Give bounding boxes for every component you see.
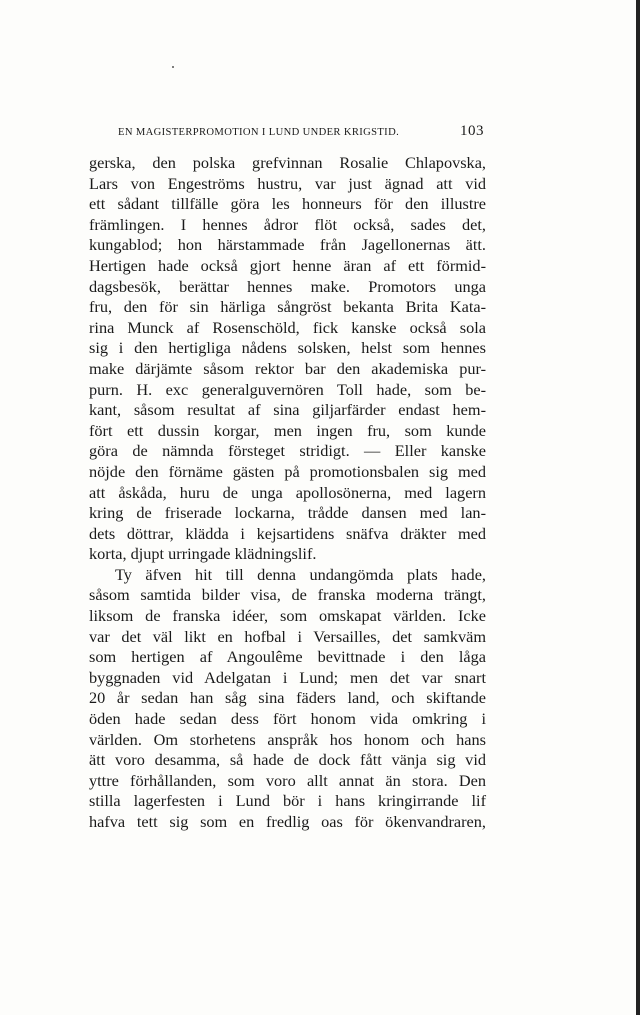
text-line: Hertigen hade också gjort henne äran af ett förmid- (89, 255, 486, 275)
page-header (118, 125, 484, 145)
text-line: nöjde den förnäme gästen på promotionsbalen sig med (89, 461, 486, 481)
text-line: dets döttrar, klädda i kejsartidens snäfva dräkter med (89, 523, 486, 543)
text-line: såsom samtida bilder visa, de franska moderna trängt, (89, 585, 486, 605)
page-number: 103 (460, 123, 484, 139)
text-line: korta, djupt urringade klädningslif. (89, 544, 317, 564)
text-line: att åskåda, huru de unga apollosönerna, med lagern (89, 482, 486, 502)
text-line: make därjämte såsom rektor bar den akademiska pur- (89, 358, 486, 378)
text-line: kring de friserade lockarna, trådde dansen med lan- (89, 503, 486, 523)
text-line: världen. Om storhetens anspråk hos honom och hans (89, 729, 486, 749)
text-line: kant, såsom resultat af sina giljarfärder endast hem- (89, 400, 486, 420)
page-edge-shadow (636, 0, 640, 1015)
text-line: öden hade sedan dess fört honom vida omkring i (89, 709, 486, 729)
text-line: ett sådant tillfälle göra les honneurs för den illustre (89, 194, 486, 214)
text-line: liksom de franska idéer, som omskapat världen. Icke (89, 606, 486, 626)
text-line: rina Munck af Rosenschöld, fick kanske också sola (89, 317, 486, 337)
body-text (89, 153, 486, 833)
ink-speck (172, 66, 174, 68)
text-line: byggnaden vid Adelgatan i Lund; men det var snart (89, 667, 486, 687)
text-line: dagsbesök, berättar hennes make. Promotors unga (89, 276, 486, 296)
text-line: som hertigen af Angoulême bevittnade i den låga (89, 647, 486, 667)
text-line: stilla lagerfesten i Lund bör i hans kringirrande lif (89, 791, 486, 811)
running-head: EN MAGISTERPROMOTION I LUND UNDER KRIGSTID. (118, 127, 400, 138)
text-line: Ty äfven hit till denna undangömda plats hade, (115, 564, 486, 584)
text-line: 20 år sedan han såg sina fäders land, och skiftande (89, 688, 486, 708)
text-line: sig i den hertigliga nådens solsken, helst som hennes (89, 338, 486, 358)
text-line: purn. H. exc generalguvernören Toll hade, som be- (89, 379, 486, 399)
text-line: främlingen. I hennes ådror flöt också, sades det, (89, 214, 486, 234)
text-line: hafva tett sig som en fredlig oas för ökenvandraren, (89, 812, 486, 831)
text-line: fru, den för sin härliga sångröst bekanta Brita Kata- (89, 297, 486, 317)
text-line: fört ett dussin korgar, men ingen fru, som kunde (89, 420, 486, 440)
text-line: göra de nämnda försteget stridigt. — Eller kanske (89, 441, 486, 461)
text-line: kungablod; hon härstammade från Jagellonernas ätt. (89, 235, 486, 255)
text-line: var det väl likt en hofbal i Versailles, det samkväm (89, 626, 486, 646)
text-line: Lars von Engeströms hustru, var just ägnad att vid (89, 173, 486, 193)
text-line: gerska, den polska grefvinnan Rosalie Chlapovska, (89, 153, 486, 172)
text-line: yttre förhållanden, som voro allt annat än stora. Den (89, 770, 486, 790)
text-line: ätt voro desamma, så hade de dock fått vänja sig vid (89, 750, 486, 770)
